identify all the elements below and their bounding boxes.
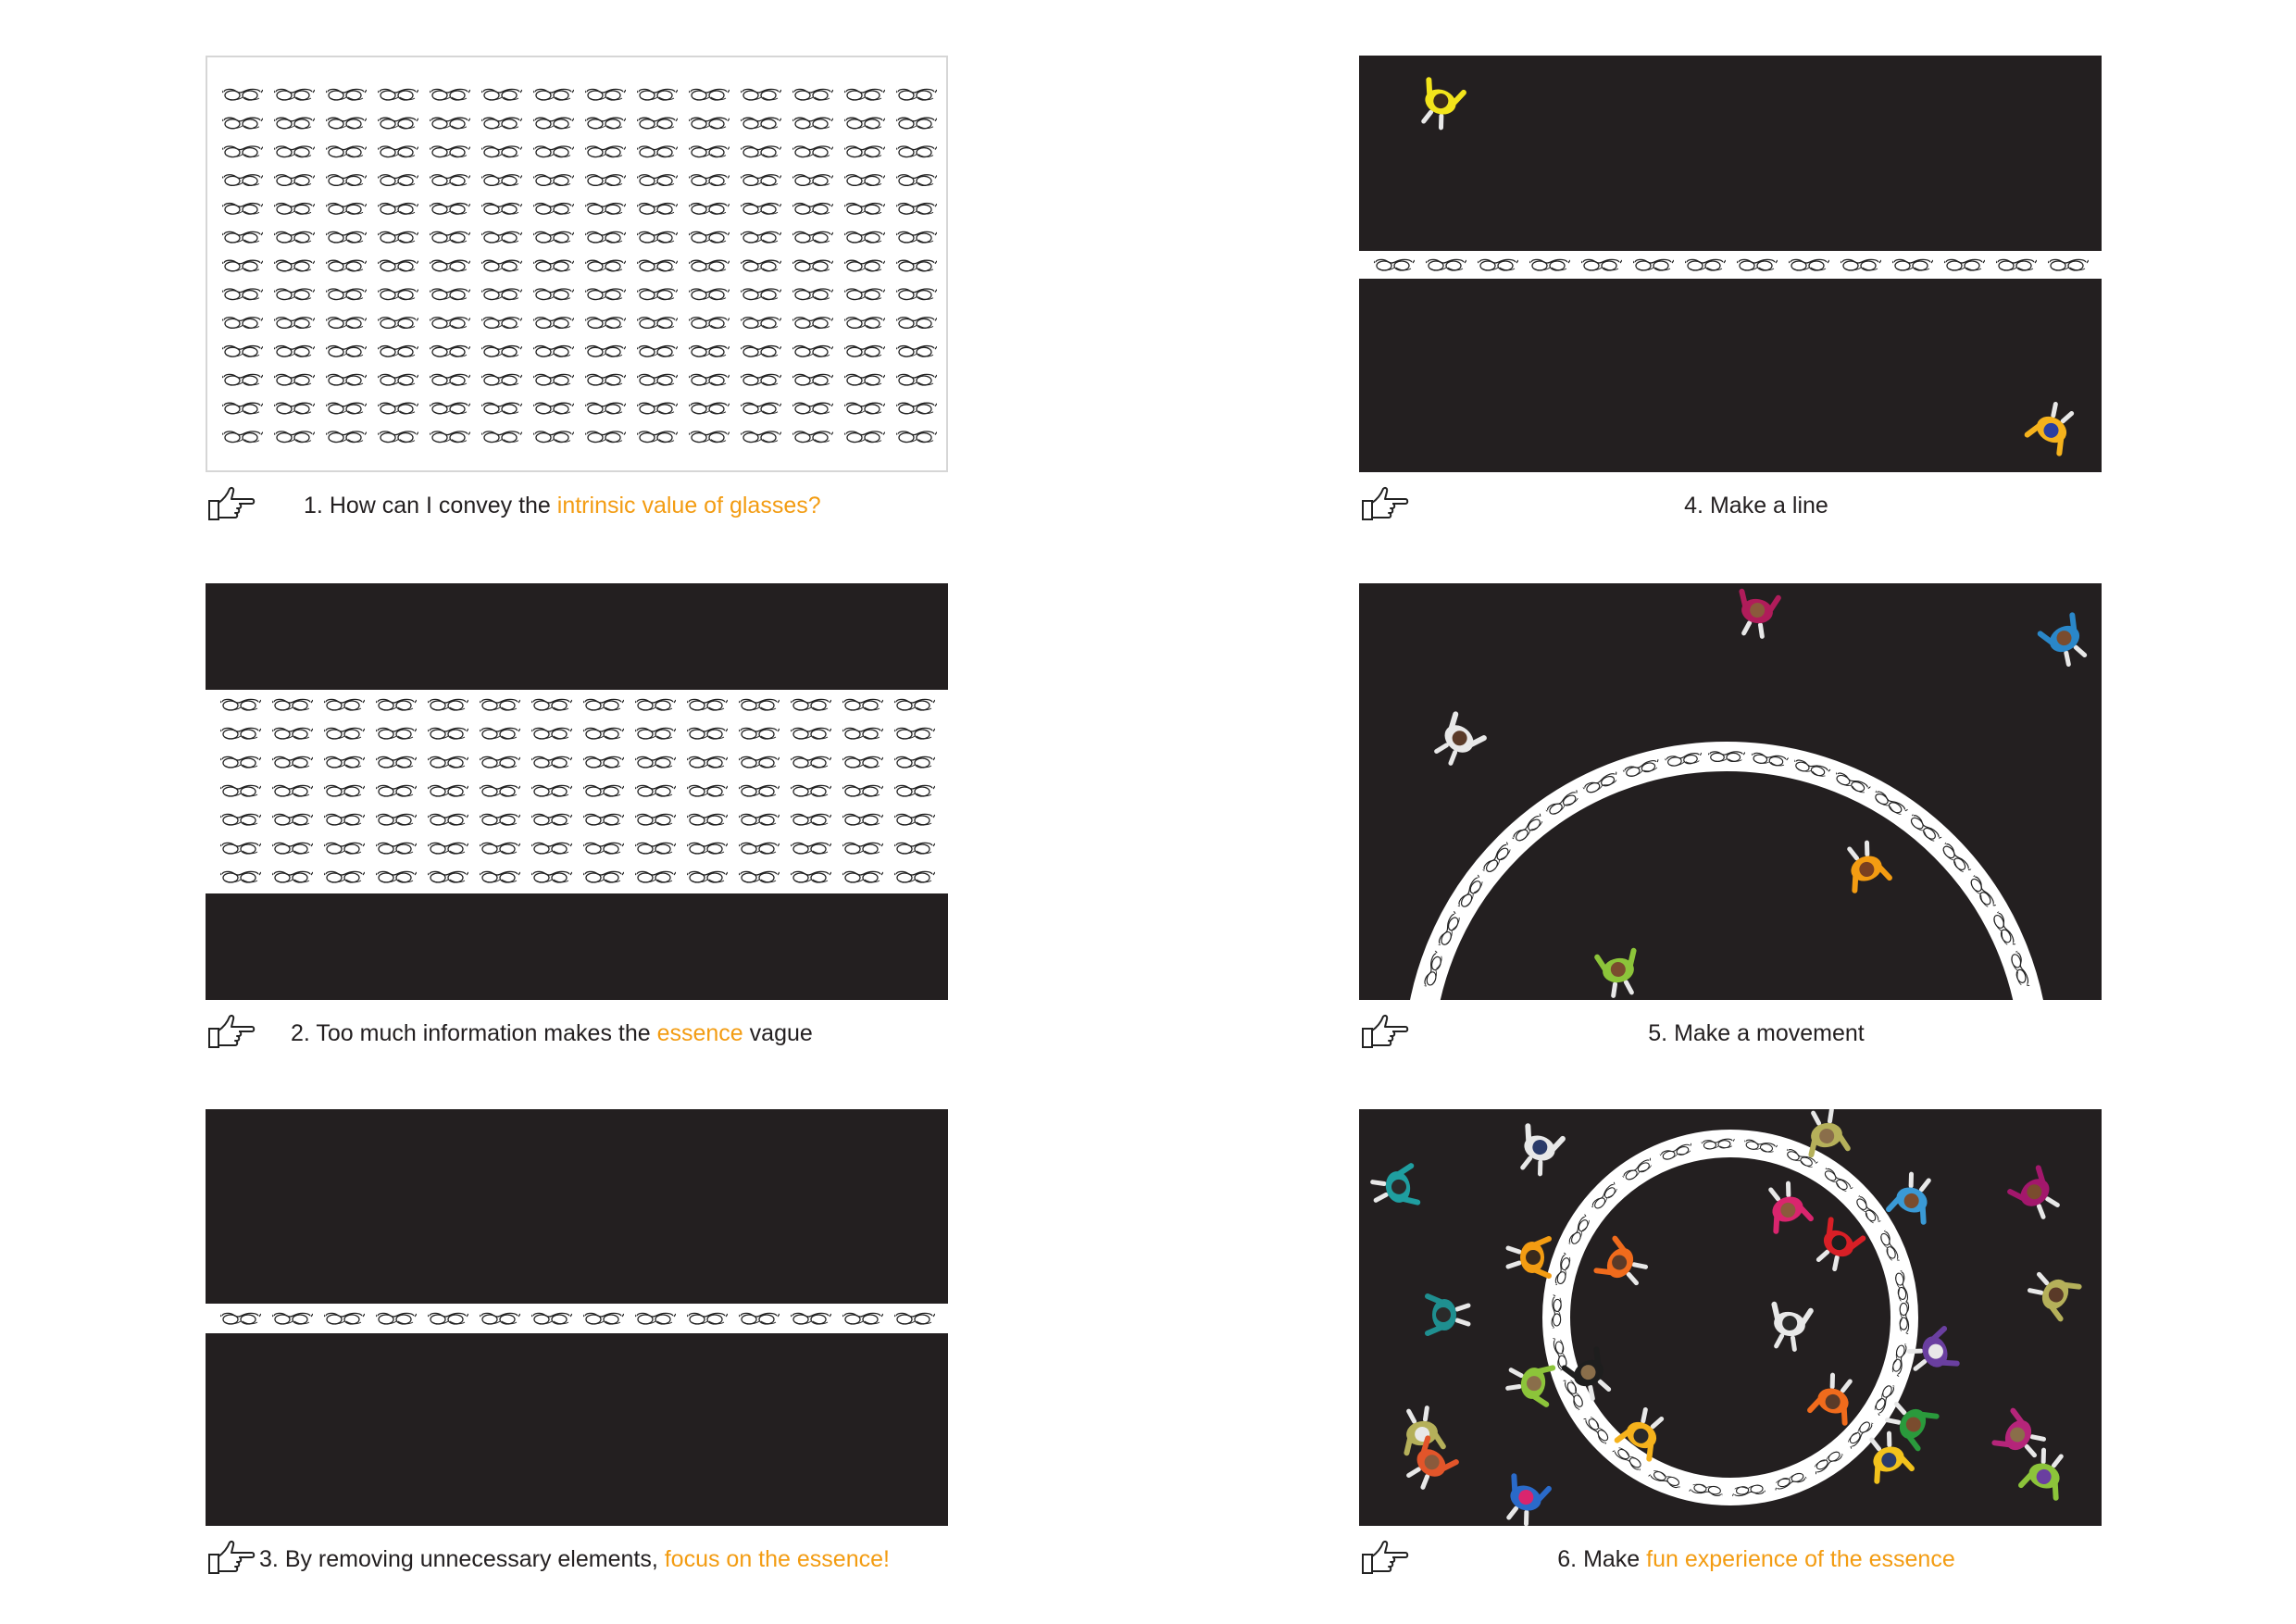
glasses-icon	[843, 289, 885, 300]
pointing-hand-icon	[1359, 1014, 1409, 1051]
glasses-icon	[273, 431, 315, 443]
glasses-icon	[325, 289, 367, 300]
glasses-icon	[843, 260, 885, 271]
glasses-icon	[688, 318, 730, 329]
glasses-icon	[636, 146, 678, 157]
glasses-icon	[325, 118, 367, 129]
glasses-icon	[429, 231, 470, 243]
glasses-icon	[377, 260, 418, 271]
glasses-icon	[636, 346, 678, 357]
glasses-icon	[584, 318, 626, 329]
caption-1-highlight: intrinsic value of glasses?	[556, 493, 821, 518]
glasses-icon	[636, 118, 678, 129]
glasses-icon	[792, 289, 833, 300]
glasses-icon	[895, 146, 937, 157]
glasses-icon	[221, 204, 263, 215]
caption-2-highlight: essence	[656, 1020, 743, 1046]
glasses-icon	[377, 318, 418, 329]
glasses-icon	[377, 289, 418, 300]
glasses-icon	[532, 374, 574, 385]
caption-3	[206, 1538, 965, 1580]
panel-3-single-line	[206, 1109, 948, 1526]
glasses-icon	[636, 204, 678, 215]
glasses-icon	[221, 260, 263, 271]
glasses-icon	[480, 146, 522, 157]
glasses-icon	[584, 204, 626, 215]
glasses-icon	[895, 403, 937, 414]
glasses-icon	[636, 260, 678, 271]
glasses-icon	[688, 89, 730, 100]
glasses-icon	[688, 289, 730, 300]
glasses-icon	[325, 231, 367, 243]
caption-4	[1359, 484, 2102, 527]
glasses-icon	[792, 89, 833, 100]
glasses-icon	[584, 118, 626, 129]
caption-2-text: Too much information makes the	[316, 1020, 657, 1046]
glasses-icon	[221, 146, 263, 157]
ring-with-people-diagram	[1359, 1109, 2102, 1526]
glasses-icon	[740, 403, 781, 414]
dark-background	[1359, 583, 2102, 1000]
caption-6-highlight: fun experience of the essence	[1646, 1546, 1955, 1572]
glasses-icon	[843, 346, 885, 357]
glasses-icon	[429, 374, 470, 385]
glasses-icon	[325, 431, 367, 443]
glasses-icon	[480, 346, 522, 357]
glasses-icon	[792, 431, 833, 443]
caption-2-step: 2.	[291, 1020, 310, 1046]
glasses-icon	[480, 260, 522, 271]
glasses-icon	[895, 89, 937, 100]
glasses-icon	[273, 260, 315, 271]
caption-3-step: 3.	[259, 1546, 279, 1572]
glasses-icon	[895, 118, 937, 129]
glasses-icon	[688, 346, 730, 357]
glasses-icon	[273, 403, 315, 414]
panel-6-fun-experience	[1359, 1109, 2102, 1526]
glasses-icon	[377, 146, 418, 157]
glasses-icon	[740, 431, 781, 443]
glasses-icon	[532, 260, 574, 271]
glasses-icon	[532, 89, 574, 100]
caption-4-step: 4.	[1684, 493, 1704, 518]
glasses-icon	[377, 431, 418, 443]
glasses-icon	[792, 318, 833, 329]
glasses-icon	[325, 346, 367, 357]
glasses-icon	[221, 431, 263, 443]
glasses-icon	[429, 318, 470, 329]
glasses-icon	[377, 403, 418, 414]
glasses-icon	[429, 146, 470, 157]
glasses-icon	[740, 374, 781, 385]
glasses-icon	[792, 175, 833, 186]
glasses-icon	[480, 175, 522, 186]
glasses-icon	[843, 403, 885, 414]
glasses-icon	[584, 403, 626, 414]
glasses-icon	[843, 231, 885, 243]
glasses-icon	[221, 318, 263, 329]
glasses-icon	[636, 374, 678, 385]
pointing-hand-icon	[206, 1014, 256, 1051]
glasses-icon	[377, 118, 418, 129]
glasses-icon	[273, 146, 315, 157]
glasses-icon	[480, 431, 522, 443]
glasses-icon	[688, 374, 730, 385]
glasses-icon	[273, 118, 315, 129]
glasses-icon	[843, 118, 885, 129]
glasses-icon	[273, 374, 315, 385]
glasses-icon	[740, 89, 781, 100]
glasses-grid-diagram	[207, 57, 948, 472]
glasses-icon	[792, 403, 833, 414]
glasses-icon	[792, 231, 833, 243]
caption-6-text: Make	[1583, 1546, 1647, 1572]
glasses-icon	[273, 204, 315, 215]
glasses-icon	[480, 374, 522, 385]
panel-4-make-a-line	[1359, 56, 2102, 472]
glasses-icon	[532, 318, 574, 329]
glasses-icon	[273, 231, 315, 243]
glasses-icon	[273, 318, 315, 329]
glasses-icon	[636, 289, 678, 300]
glasses-icon	[843, 431, 885, 443]
glasses-icon	[792, 260, 833, 271]
glasses-icon	[636, 318, 678, 329]
glasses-icon	[325, 403, 367, 414]
glasses-icon	[325, 374, 367, 385]
dark-background	[1359, 1109, 2102, 1526]
glasses-icon	[480, 289, 522, 300]
glasses-icon	[429, 289, 470, 300]
glasses-icon	[325, 175, 367, 186]
glasses-icon	[377, 175, 418, 186]
glasses-icon	[843, 374, 885, 385]
glasses-icon	[584, 289, 626, 300]
glasses-icon	[221, 289, 263, 300]
glasses-icon	[584, 175, 626, 186]
pointing-hand-icon	[206, 1540, 256, 1577]
glasses-icon	[377, 231, 418, 243]
glasses-icon	[688, 146, 730, 157]
glasses-icon	[584, 89, 626, 100]
glasses-grid	[221, 89, 937, 442]
pointing-hand-icon	[1359, 1540, 1409, 1577]
glasses-icon	[584, 231, 626, 243]
glasses-icon	[532, 231, 574, 243]
glasses-icon	[740, 346, 781, 357]
glasses-icon	[584, 431, 626, 443]
glasses-icon	[895, 175, 937, 186]
glasses-icon	[429, 431, 470, 443]
glasses-icon	[895, 374, 937, 385]
glasses-icon	[377, 89, 418, 100]
glasses-icon	[429, 204, 470, 215]
glasses-icon	[480, 403, 522, 414]
glasses-icon	[273, 289, 315, 300]
glasses-icon	[273, 89, 315, 100]
glasses-icon	[532, 403, 574, 414]
glasses-icon	[273, 175, 315, 186]
glasses-icon	[480, 204, 522, 215]
glasses-icon	[688, 175, 730, 186]
glasses-icon	[792, 346, 833, 357]
glasses-icon	[584, 260, 626, 271]
glasses-icon	[429, 346, 470, 357]
caption-3-text: By removing unnecessary elements,	[284, 1546, 665, 1572]
glasses-icon	[221, 374, 263, 385]
caption-3-highlight: focus on the essence!	[664, 1546, 890, 1572]
glasses-icon	[843, 175, 885, 186]
glasses-icon	[636, 89, 678, 100]
glasses-icon	[532, 289, 574, 300]
glasses-icon	[895, 231, 937, 243]
glasses-icon	[429, 175, 470, 186]
arc-with-people-diagram	[1359, 583, 2102, 1000]
glasses-icon	[636, 231, 678, 243]
caption-4-text: Make a line	[1709, 493, 1828, 518]
glasses-icon	[221, 231, 263, 243]
glasses-icon	[688, 118, 730, 129]
glasses-icon	[740, 118, 781, 129]
glasses-icon	[843, 318, 885, 329]
glasses-icon	[740, 146, 781, 157]
glasses-icon	[221, 175, 263, 186]
glasses-icon	[895, 289, 937, 300]
glasses-icon	[429, 89, 470, 100]
glasses-icon	[740, 175, 781, 186]
glasses-icon	[480, 118, 522, 129]
caption-5-text: Make a movement	[1674, 1020, 1865, 1046]
glasses-icon	[325, 260, 367, 271]
glasses-icon	[480, 318, 522, 329]
glasses-icon	[688, 260, 730, 271]
glasses-icon	[532, 346, 574, 357]
glasses-icon	[221, 403, 263, 414]
glasses-icon	[325, 146, 367, 157]
glasses-icon	[325, 204, 367, 215]
single-line-diagram	[206, 1109, 948, 1526]
caption-1-step: 1.	[304, 493, 323, 518]
glasses-icon	[532, 146, 574, 157]
line-with-people-diagram	[1359, 56, 2102, 472]
glasses-icon	[792, 204, 833, 215]
glasses-icon	[532, 204, 574, 215]
glasses-icon	[221, 346, 263, 357]
glasses-icon	[636, 431, 678, 443]
glasses-icon	[377, 374, 418, 385]
caption-1	[206, 484, 948, 527]
glasses-icon	[740, 260, 781, 271]
glasses-icon	[843, 204, 885, 215]
glasses-icon	[740, 231, 781, 243]
glasses-icon	[895, 260, 937, 271]
pointing-hand-icon	[1359, 486, 1409, 523]
glasses-icon	[480, 89, 522, 100]
glasses-icon	[584, 374, 626, 385]
glasses-icon	[895, 431, 937, 443]
glasses-icon	[740, 289, 781, 300]
glasses-icon	[843, 146, 885, 157]
caption-5	[1359, 1012, 2102, 1055]
glasses-icon	[688, 231, 730, 243]
glasses-icon	[584, 346, 626, 357]
caption-6	[1359, 1538, 2102, 1580]
glasses-icon	[792, 118, 833, 129]
caption-2	[206, 1012, 948, 1055]
glasses-icon	[584, 146, 626, 157]
caption-1-text: How can I convey the	[329, 493, 557, 518]
glasses-icon	[895, 204, 937, 215]
glasses-icon	[688, 431, 730, 443]
glasses-icon	[532, 175, 574, 186]
glasses-icon	[325, 89, 367, 100]
panel-5-make-a-movement	[1359, 583, 2102, 1000]
glasses-icon	[429, 403, 470, 414]
white-line	[1359, 251, 2102, 279]
white-line	[206, 1304, 948, 1333]
glasses-icon	[740, 204, 781, 215]
glasses-icon	[740, 318, 781, 329]
glasses-icon	[221, 89, 263, 100]
glasses-icon	[377, 346, 418, 357]
glasses-icon	[221, 118, 263, 129]
glasses-band-diagram	[206, 583, 948, 1000]
glasses-icon	[843, 89, 885, 100]
glasses-icon	[792, 374, 833, 385]
panel-1-glasses-grid	[206, 56, 948, 472]
glasses-icon	[792, 146, 833, 157]
glasses-icon	[688, 403, 730, 414]
caption-2-text-end: vague	[742, 1020, 813, 1046]
caption-6-step: 6.	[1557, 1546, 1578, 1572]
glasses-icon	[429, 260, 470, 271]
pointing-hand-icon	[206, 486, 256, 523]
glasses-icon	[636, 403, 678, 414]
glasses-icon	[532, 118, 574, 129]
white-band	[206, 690, 948, 893]
glasses-icon	[636, 175, 678, 186]
glasses-icon	[532, 431, 574, 443]
glasses-icon	[688, 204, 730, 215]
panel-2-glasses-band	[206, 583, 948, 1000]
glasses-icon	[895, 318, 937, 329]
glasses-icon	[377, 204, 418, 215]
glasses-icon	[895, 346, 937, 357]
glasses-icon	[273, 346, 315, 357]
caption-5-step: 5.	[1648, 1020, 1668, 1046]
glasses-icon	[325, 318, 367, 329]
glasses-icon	[429, 118, 470, 129]
glasses-icon	[480, 231, 522, 243]
